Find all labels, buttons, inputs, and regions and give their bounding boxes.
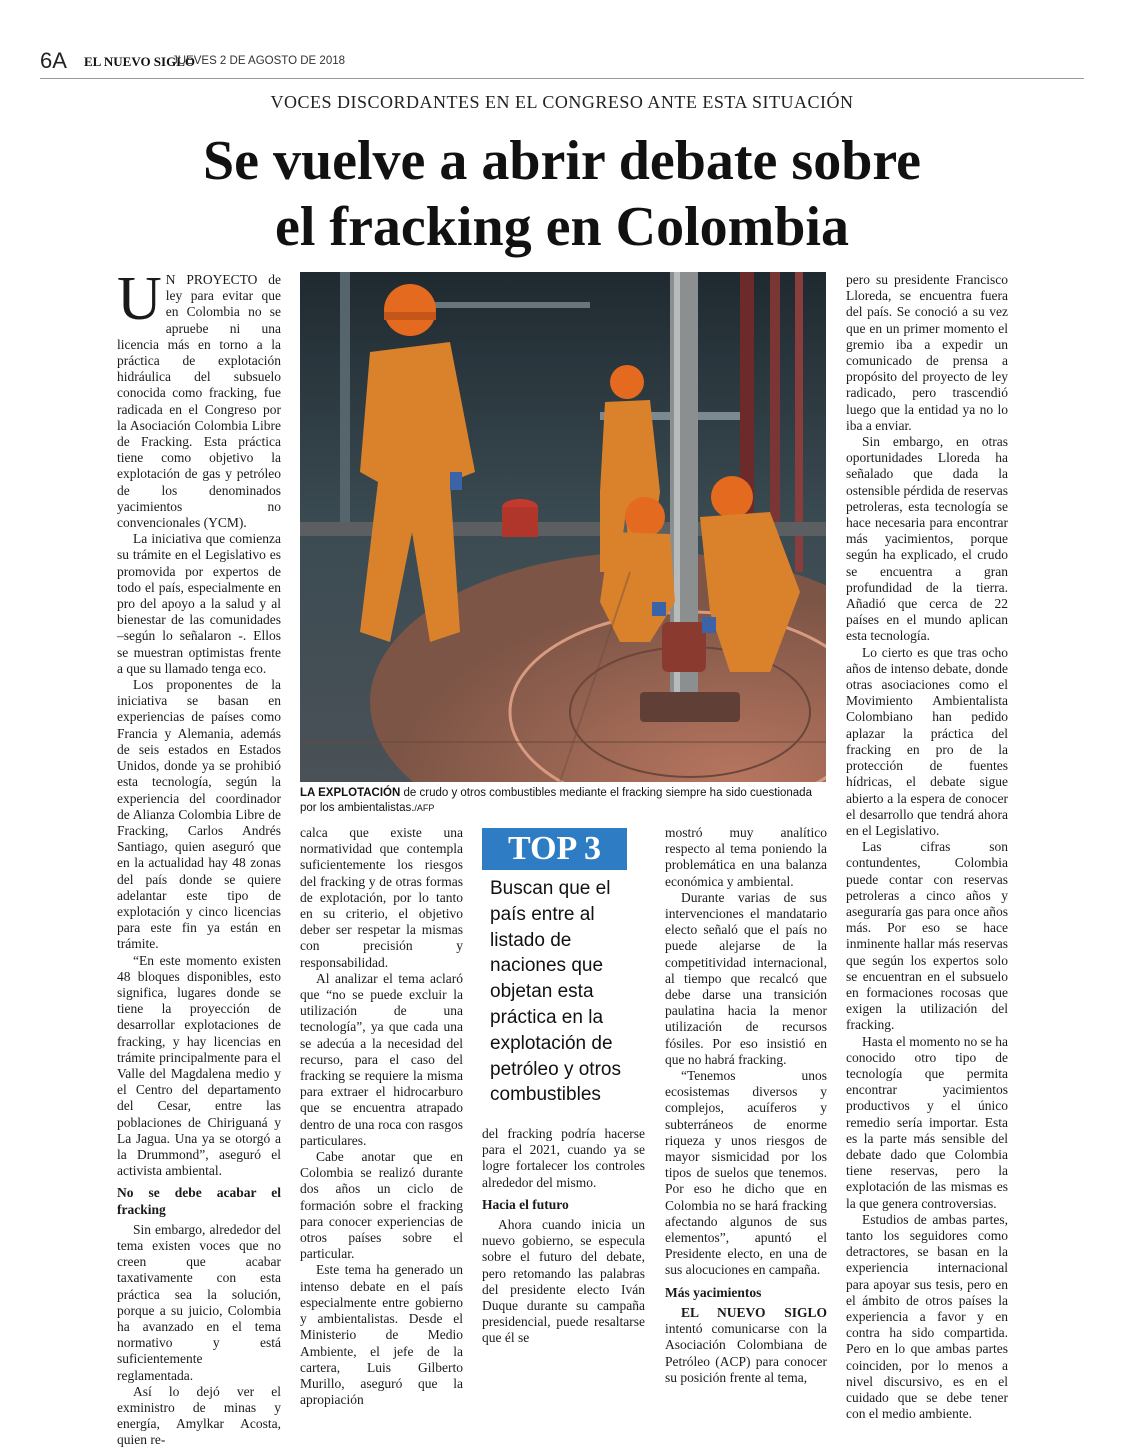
subhead-no-acabar: No se debe acabar el fracking [117, 1185, 281, 1217]
body-paragraph: Lo cierto es que tras ocho años de intenso debate, donde otras asociaciones como el Movimiento Ambientalista Colombiano han pedido aplazar la práctica del fracking en pro de la protección de fuentes hídricas, el debate sigue abierto a la espera de conocer el desarrollo que tendrá ahora en el Legislativo. [846, 644, 1008, 838]
body-paragraph: “En este momento existen 48 bloques disponibles, esto significa, lugares donde se tiene la proyección de desarrollar explotaciones de fracking, y hay licencias en trámite principalmente para el Valle del Magdalena medio y el Centro del departamento del Cesar, entre las poblaciones de Chiriguaná y La Jagua. Una ya se otorgó a la Drummond”, aseguró el activista ambiental. [117, 952, 281, 1179]
body-paragraph: Estudios de ambas partes, tanto los seguidores como detractores, se basan en la experiencia internacional para apoyar sus tesis, pero en el ámbito de otros países la experiencia a favor y en contra ha sido compartida. Pero en lo que ambas partes coinciden, por lo menos a nivel discursivo, es en el cuidado que se debe tener con el medio ambiente. [846, 1211, 1008, 1422]
column-1 [117, 265, 281, 1449]
body-paragraph [665, 1305, 827, 1386]
body-paragraph: Hasta el momento no se ha conocido otro tipo de tecnología que permita encontrar yacimientos productivos y el único remedio sería importar. Esta es la parte más sensible del debate dado que Colombia tiene reservas, pero la explotación de las mismas es la que genera controversias. [846, 1033, 1008, 1211]
headline [0, 128, 1124, 260]
body-paragraph: Ahora cuando inicia un nuevo gobierno, se especula sobre el futuro del debate, pero retomando las palabras del presidente electo Iván Duque durante su campaña presidencial, puede resaltarse que él se [482, 1217, 645, 1346]
page-header [40, 50, 1084, 79]
body-paragraph: “Tenemos unos ecosistemas diversos y complejos, acuíferos y subterráneos de enorme riqueza y unos riesgos de mayor sismicidad por los tipos de suelos que tenemos. Por eso he dicho que en Colombia no se hará fracking afectando algunos de sus elementos”, apuntó el Presidente electo, en una de sus alocuciones en campaña. [665, 1068, 827, 1278]
body-paragraph: mostró muy analítico respecto al tema poniendo la problemática en una balanza económica y ambiental. [665, 825, 827, 889]
body-paragraph: La iniciativa que comienza su trámite en el Legislativo es promovida por expertos de todo el país, especialmente en pro del apoyo a la salud y al bienestar de las comunidades –según lo señalaron -. Ellos se muestran optimistas frente a que su llamado tenga eco. [117, 531, 281, 676]
body-paragraph: Los proponentes de la iniciativa se basan en experiencias de países como Francia y Alemania, además de seis estados en Estados Unidos, donde ya se prohibió esta tecnología, según la experiencia del coordinador de Alianza Colombia Libre de Fracking, Carlos Andrés Santiago, quien aseguró que en la actualidad hay 48 zonas del país donde se quiere adelantar este tipo de explotación y cinco licencias para este fin ya están en trámite. [117, 677, 281, 952]
body-text: intentó comunicarse con la Asociación Colombiana de Petróleo (ACP) para conocer su posición frente al tema, [665, 1321, 827, 1385]
body-paragraph: calca que existe una normatividad que contempla suficientemente los riesgos del fracking y de otras formas de explotación, por lo tanto en su criterio, el objetivo deber ser respetar la mismas con precisión y responsabilidad. [300, 825, 463, 970]
body-paragraph: Durante varias de sus intervenciones el mandatario electo señaló que el país no puede alejarse de la competitividad internacional, al tiempo que recalcó que debe darse una transición paulatina hacia la menor utilización de recursos fósiles. Por eso insistió en que no habrá fracking. [665, 889, 827, 1067]
top3-label: TOP 3 [482, 828, 627, 870]
drop-cap: U [117, 265, 162, 333]
photo-credit: /AFP [414, 803, 435, 813]
lead-paragraph [117, 265, 281, 531]
body-paragraph: pero su presidente Francisco Lloreda, se encuentra fuera del país. Se conoció a su vez que en un primer momento el gremio iba a expedir un comunicado de prensa a propósito del proyecto de ley radicado, pero trascendió luego que la entidad ya no lo iba a enviar. [846, 272, 1008, 433]
body-paragraph: Este tema ha generado un intenso debate en el país especialmente entre gobierno y ambientalistas. Desde el Ministerio de Medio Ambiente, el jefe de la cartera, Luis Gilberto Murillo, aseguró que la apropiación [300, 1262, 463, 1408]
column-3 [482, 1126, 645, 1347]
body-paragraph: Sin embargo, alrededor del tema existen voces que no creen que acabar taxativamente con esta práctica sea la solución, porque a su juicio, Colombia ha avanzado en el tema normativo y está suficientemente reglamentada. [117, 1221, 281, 1383]
column-4 [665, 825, 827, 1386]
kicker: VOCES DISCORDANTES EN EL CONGRESO ANTE ESTA SITUACIÓN [270, 92, 854, 112]
body-paragraph: Al analizar el tema aclaró que “no se puede excluir la utilización de una tecnología”, ya que cada una se adecúa a la necesidad del recurso, para el caso del fracking se requiere la misma para extraer el hidrocarburo que se encuentra atrapado dentro de una roca con rasgos particulares. [300, 970, 463, 1148]
column-5 [846, 272, 1008, 1422]
newspaper-name: EL NUEVO SIGLO [84, 54, 195, 69]
caption-text: de crudo y otros combustibles mediante el fracking siempre ha sido cuestionada por los ambientalistas. [300, 787, 812, 814]
caption-lead: LA EXPLOTACIÓN [300, 787, 401, 799]
headline-line-1: Se vuelve a abrir debate sobre [202, 130, 922, 192]
newspaper-mention: EL NUEVO SIGLO [681, 1304, 827, 1320]
subhead-hacia-el-futuro: Hacia el futuro [482, 1196, 569, 1212]
headline-line-2: el fracking en Colombia [275, 196, 849, 258]
top3-text: Buscan que el país entre al listado de naciones que objetan esta práctica en la explotación de petróleo y otros combustibles [490, 878, 621, 1106]
body-paragraph: Así lo dejó ver el exministro de minas y energía, Amylkar Acosta, quien re- [117, 1383, 281, 1448]
body-paragraph: Las cifras son contundentes, Colombia puede contar con reservas petroleras a cinco años y aseguraría gas para once años más. Por eso se hace inminente hallar más reservas que según los expertos solo se encuentran en el subsuelo en formaciones rocosas que exigen la utilización del fracking. [846, 839, 1008, 1033]
issue-date: JUEVES 2 DE AGOSTO DE 2018 [172, 55, 345, 67]
photo-caption [300, 786, 826, 816]
news-photo [300, 272, 826, 782]
body-paragraph: Sin embargo, en otras oportunidades Lloreda ha señalado que dada la ostensible pérdida de reservas petroleras, esta tecnología se hace necesaria para encontrar más yacimientos, porque según ha explicado, el crudo se encuentra a gran profundidad de la tierra. Añadió que cerca de 22 países en el mundo aplican esta tecnología. [846, 434, 1008, 644]
body-paragraph: Cabe anotar que en Colombia se realizó durante dos años un ciclo de formación sobre el fracking para conocer experiencias de otros países sobre el particular. [300, 1149, 463, 1262]
page-number: 6A [40, 48, 67, 73]
lead-text: N PROYECTO de ley para evitar que en Colombia no se apruebe ni una licencia más en torno a la práctica de explotación hidráulica del subsuelo conocida como fracking, fue radicada en el Congreso por la Asociación Colombia Libre de Fracking. Esta práctica tiene como objetivo la explotación de gas y petróleo de los denominados yacimientos no convencionales (YCM). [117, 272, 281, 531]
column-2 [300, 825, 463, 1408]
subhead-mas-yacimientos: Más yacimientos [665, 1284, 762, 1300]
body-paragraph: del fracking podría hacerse para el 2021, cuando ya se logre fortalecer los controles alrededor del mismo. [482, 1126, 645, 1190]
